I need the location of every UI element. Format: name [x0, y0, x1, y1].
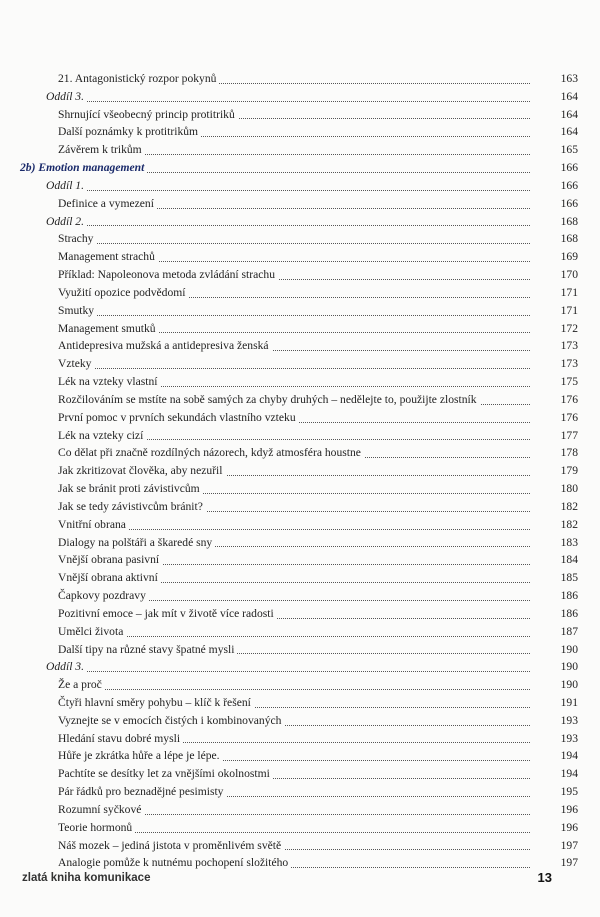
- toc-entry: [0, 587, 600, 605]
- toc-entry: [0, 266, 600, 284]
- toc-entry-page: 164: [530, 88, 578, 106]
- toc-entry-title: Co dělat při značně rozdílných názorech, když atmosféra houstne: [58, 444, 364, 462]
- dot-leader: [46, 671, 530, 672]
- toc-entry-title: Závěrem k trikům: [58, 141, 145, 159]
- toc-entry-title: Hledání stavu dobré mysli: [58, 730, 183, 748]
- toc-entry: [0, 783, 600, 801]
- toc-entry-page: 197: [530, 837, 578, 855]
- toc-entry-page: 190: [530, 641, 578, 659]
- toc-entry: [0, 801, 600, 819]
- toc-entry-title: Další tipy na různé stavy špatné mysli: [58, 641, 237, 659]
- toc-entry: [0, 427, 600, 445]
- toc-entry-page: 176: [530, 409, 578, 427]
- toc-entry: [0, 70, 600, 88]
- toc-entry-title: Oddíl 1.: [46, 177, 87, 195]
- toc-entry-title: Jak se bránit proti závistivcům: [58, 480, 203, 498]
- toc-entry: [0, 462, 600, 480]
- toc-entry: [0, 248, 600, 266]
- toc-entry-page: 172: [530, 320, 578, 338]
- toc-entry-title: 21. Antagonistický rozpor pokynů: [58, 70, 219, 88]
- toc-entry: [0, 391, 600, 409]
- dot-leader: [58, 636, 530, 637]
- toc-entry: [0, 676, 600, 694]
- toc-entry: [0, 373, 600, 391]
- toc-entry-title: První pomoc v prvních sekundách vlastního vzteku: [58, 409, 299, 427]
- toc-entry-page: 185: [530, 569, 578, 587]
- toc-entry: [0, 106, 600, 124]
- toc-entry-title: 2b) Emotion management: [20, 159, 147, 177]
- toc-entry-title: Management smutků: [58, 320, 159, 338]
- toc-entry-page: 182: [530, 516, 578, 534]
- toc-entry-page: 186: [530, 605, 578, 623]
- toc-entry-page: 168: [530, 213, 578, 231]
- toc-entry-title: Pachtíte se desítky let za vnějšími okolnostmi: [58, 765, 273, 783]
- toc-entry-title: Definice a vymezení: [58, 195, 157, 213]
- toc-entry-title: Shrnující všeobecný princip protitriků: [58, 106, 238, 124]
- toc-entry-title: Smutky: [58, 302, 97, 320]
- toc-entry-title: Pár řádků pro beznadějné pesimisty: [58, 783, 226, 801]
- toc-entry-page: 168: [530, 230, 578, 248]
- toc-entry-page: 173: [530, 355, 578, 373]
- toc-entry: [0, 730, 600, 748]
- toc-entry-page: 164: [530, 123, 578, 141]
- toc-entry-title: Analogie pomůže k nutnému pochopení složitého: [58, 854, 291, 872]
- toc-entry-page: 176: [530, 391, 578, 409]
- toc-entry-title: Oddíl 2.: [46, 213, 87, 231]
- toc-subsection: [0, 213, 600, 231]
- toc-entry-page: 164: [530, 106, 578, 124]
- toc-entry-page: 163: [530, 70, 578, 88]
- toc-entry: [0, 302, 600, 320]
- toc-entry: [0, 409, 600, 427]
- toc-entry-title: Teorie hormonů: [58, 819, 135, 837]
- toc-entry-page: 186: [530, 587, 578, 605]
- toc-entry-page: 178: [530, 444, 578, 462]
- toc-entry-page: 179: [530, 462, 578, 480]
- toc-entry: [0, 355, 600, 373]
- toc-entry-page: 169: [530, 248, 578, 266]
- toc-entry: [0, 837, 600, 855]
- toc-entry-page: 190: [530, 658, 578, 676]
- toc-entry-title: Vnější obrana aktivní: [58, 569, 161, 587]
- toc-subsection: [0, 88, 600, 106]
- dot-leader: [58, 689, 530, 690]
- toc-entry-page: 193: [530, 730, 578, 748]
- toc-entry-title: Vnitřní obrana: [58, 516, 129, 534]
- toc-entry-title: Využití opozice podvědomí: [58, 284, 189, 302]
- toc-entry-page: 191: [530, 694, 578, 712]
- toc-entry-title: Dialogy na polštáři a škaredé sny: [58, 534, 215, 552]
- toc-entry-page: 166: [530, 177, 578, 195]
- page-number: 13: [537, 870, 552, 885]
- toc-entry-title: Oddíl 3.: [46, 88, 87, 106]
- toc-entry: [0, 641, 600, 659]
- toc-entry: [0, 444, 600, 462]
- toc-entry: [0, 195, 600, 213]
- toc-entry-page: 166: [530, 195, 578, 213]
- toc-subsection: [0, 177, 600, 195]
- toc-entry-page: 177: [530, 427, 578, 445]
- toc-entry-title: Hůře je zkrátka hůře a lépe je lépe.: [58, 747, 223, 765]
- toc-entry-page: 171: [530, 302, 578, 320]
- toc-entry-title: Čtyři hlavní směry pohybu – klíč k řešení: [58, 694, 254, 712]
- book-title: zlatá kniha komunikace: [22, 872, 151, 884]
- toc-entry-title: Rozumní syčkové: [58, 801, 144, 819]
- toc-entry: [0, 141, 600, 159]
- toc-entry: [0, 819, 600, 837]
- toc-entry-page: 194: [530, 747, 578, 765]
- table-of-contents: [0, 70, 600, 872]
- toc-entry: [0, 123, 600, 141]
- toc-entry-title: Jak se tedy závistivcům bránit?: [58, 498, 206, 516]
- toc-entry-title: Že a proč: [58, 676, 105, 694]
- toc-entry-page: 195: [530, 783, 578, 801]
- toc-entry-title: Strachy: [58, 230, 96, 248]
- toc-entry-page: 187: [530, 623, 578, 641]
- toc-entry-page: 173: [530, 337, 578, 355]
- toc-entry-title: Pozitivní emoce – jak mít v životě více radosti: [58, 605, 277, 623]
- toc-section-heading: [0, 159, 600, 177]
- toc-entry-title: Vzteky: [58, 355, 94, 373]
- toc-entry-title: Čapkovy pozdravy: [58, 587, 149, 605]
- toc-entry: [0, 605, 600, 623]
- toc-entry-page: 166: [530, 159, 578, 177]
- toc-entry-page: 171: [530, 284, 578, 302]
- toc-entry: [0, 854, 600, 872]
- toc-entry-page: 165: [530, 141, 578, 159]
- toc-entry-page: 183: [530, 534, 578, 552]
- toc-entry-page: 197: [530, 854, 578, 872]
- toc-entry: [0, 337, 600, 355]
- toc-entry-title: Jak zkritizovat člověka, aby nezuřil: [58, 462, 226, 480]
- toc-entry-title: Antidepresiva mužská a antidepresiva ženská: [58, 337, 272, 355]
- toc-entry-page: 194: [530, 765, 578, 783]
- dot-leader: [46, 190, 530, 191]
- toc-entry-page: 182: [530, 498, 578, 516]
- dot-leader: [46, 225, 530, 226]
- toc-entry-page: 170: [530, 266, 578, 284]
- toc-entry-title: Rozčilováním se mstíte na sobě samých za chyby druhých – nedělejte to, použijte zlostník: [58, 391, 480, 409]
- toc-entry-title: Oddíl 3.: [46, 658, 87, 676]
- toc-entry-title: Náš mozek – jediná jistota v proměnlivém světě: [58, 837, 284, 855]
- toc-entry: [0, 480, 600, 498]
- toc-entry-page: 196: [530, 819, 578, 837]
- dot-leader: [58, 368, 530, 369]
- toc-entry-title: Vnější obrana pasivní: [58, 551, 162, 569]
- toc-subsection: [0, 658, 600, 676]
- toc-entry: [0, 534, 600, 552]
- toc-entry-title: Vyznejte se v emocích čistých i kombinovaných: [58, 712, 284, 730]
- toc-entry: [0, 284, 600, 302]
- toc-entry-page: 196: [530, 801, 578, 819]
- toc-entry-title: Umělci života: [58, 623, 126, 641]
- toc-entry: [0, 623, 600, 641]
- toc-entry-title: Lék na vzteky vlastní: [58, 373, 160, 391]
- toc-entry-title: Další poznámky k protitrikům: [58, 123, 201, 141]
- toc-entry-title: Lék na vzteky cizí: [58, 427, 146, 445]
- toc-entry: [0, 551, 600, 569]
- toc-entry-page: 190: [530, 676, 578, 694]
- toc-entry: [0, 498, 600, 516]
- toc-entry: [0, 516, 600, 534]
- toc-entry: [0, 230, 600, 248]
- dot-leader: [58, 315, 530, 316]
- toc-entry: [0, 320, 600, 338]
- toc-entry: [0, 569, 600, 587]
- dot-leader: [46, 101, 530, 102]
- toc-entry: [0, 712, 600, 730]
- toc-entry-title: Management strachů: [58, 248, 158, 266]
- toc-entry-page: 175: [530, 373, 578, 391]
- toc-entry: [0, 747, 600, 765]
- toc-entry: [0, 694, 600, 712]
- dot-leader: [58, 243, 530, 244]
- toc-entry-page: 184: [530, 551, 578, 569]
- toc-entry-page: 193: [530, 712, 578, 730]
- toc-entry-title: Příklad: Napoleonova metoda zvládání strachu: [58, 266, 278, 284]
- toc-entry: [0, 765, 600, 783]
- toc-entry-page: 180: [530, 480, 578, 498]
